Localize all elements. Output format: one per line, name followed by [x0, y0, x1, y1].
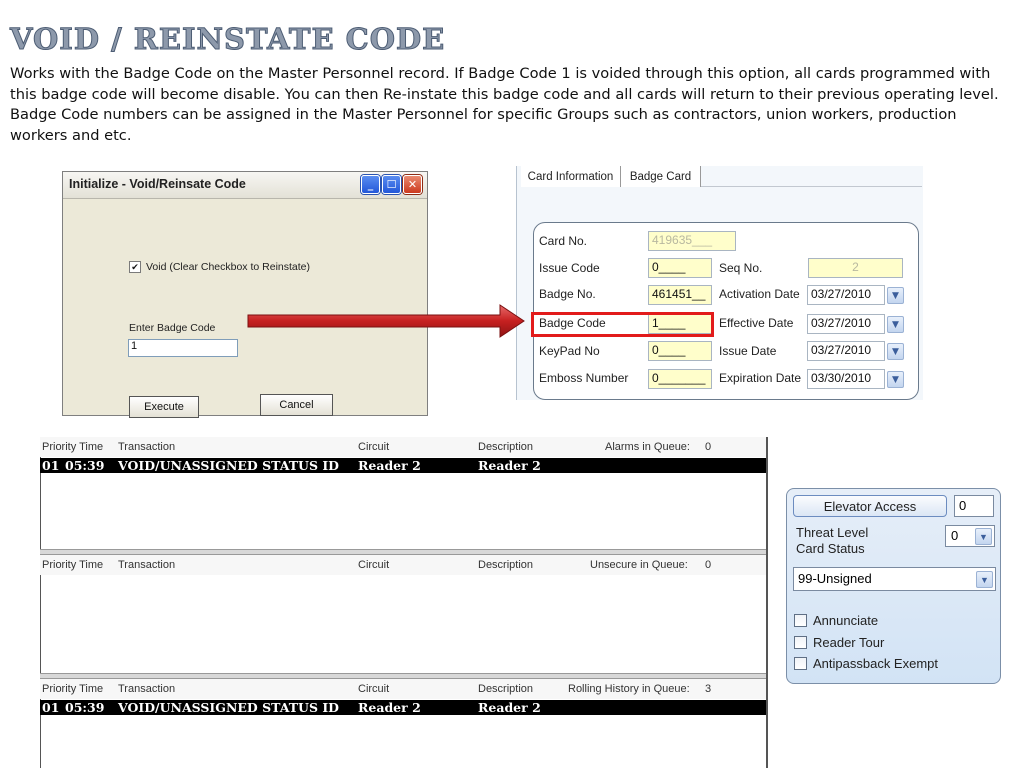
- card-no-label: Card No.: [539, 234, 588, 248]
- unsecure-queue-count: 0: [705, 559, 712, 571]
- row-time: 05:39: [65, 700, 105, 715]
- elevator-access-button[interactable]: Elevator Access: [793, 495, 947, 517]
- void-reinstate-dialog: [62, 171, 428, 416]
- slide-description: Works with the Badge Code on the Master Personnel record. If Badge Code 1 is voided through this option, all cards programmed with this badge code will become disable. You can then Re-instate this badge code and all cards will return to their previous operating level. Badge Code numbers can be assigned in the Master Personnel for specific Groups such as contractors, union workers, production workers and etc.: [10, 65, 999, 144]
- badge-no-label: Badge No.: [539, 287, 596, 301]
- row-circuit: Reader 2: [358, 458, 421, 473]
- chevron-down-icon[interactable]: ▼: [976, 571, 993, 588]
- expiration-date-field[interactable]: 03/30/2010: [807, 369, 885, 389]
- card-status-label: Card Status: [796, 541, 865, 556]
- issue-date-field[interactable]: 03/27/2010: [807, 341, 885, 361]
- annunciate-label: Annunciate: [813, 613, 879, 628]
- expiration-date-label: Expiration Date: [719, 371, 802, 385]
- chevron-down-icon[interactable]: ▼: [887, 316, 904, 333]
- badge-no-field[interactable]: 461451__: [648, 285, 712, 305]
- col-description: Description: [478, 683, 534, 695]
- col-priority-time: Priority Time: [42, 683, 104, 695]
- row-transaction: VOID/UNASSIGNED STATUS ID: [118, 458, 340, 473]
- tab-divider: [701, 186, 922, 187]
- col-circuit: Circuit: [358, 441, 390, 453]
- col-description: Description: [478, 441, 534, 453]
- queue-panels: [40, 437, 768, 768]
- close-icon[interactable]: ✕: [403, 175, 422, 194]
- badge-code-input[interactable]: 1: [128, 339, 238, 357]
- history-queue-label: Rolling History in Queue:: [568, 683, 690, 695]
- table-row[interactable]: [40, 458, 766, 473]
- row-description: Reader 2: [478, 700, 541, 715]
- emboss-number-field[interactable]: 0_______: [648, 369, 712, 389]
- emboss-number-label: Emboss Number: [539, 371, 629, 385]
- badge-code-field[interactable]: 1____: [648, 314, 712, 334]
- effective-date-label: Effective Date: [719, 316, 794, 330]
- col-circuit: Circuit: [358, 559, 390, 571]
- chevron-down-icon[interactable]: ▼: [887, 287, 904, 304]
- alarms-queue-count: 0: [705, 441, 712, 453]
- cancel-button[interactable]: Cancel: [260, 394, 333, 416]
- chevron-down-icon[interactable]: ▼: [887, 371, 904, 388]
- threat-level-select[interactable]: [945, 525, 995, 547]
- execute-button[interactable]: Execute: [129, 396, 199, 418]
- col-priority-time: Priority Time: [42, 441, 104, 453]
- table-row[interactable]: [40, 700, 766, 715]
- threat-level-label: [796, 525, 868, 557]
- badge-code-field-label: Badge Code: [539, 316, 606, 330]
- minimize-icon[interactable]: _: [361, 175, 380, 194]
- reader-tour-label: Reader Tour: [813, 635, 885, 650]
- tab-badge-card[interactable]: Badge Card: [621, 166, 701, 187]
- keypad-no-field[interactable]: 0____: [648, 341, 712, 361]
- effective-date-field[interactable]: 03/27/2010: [807, 314, 885, 334]
- col-transaction: Transaction: [118, 559, 176, 571]
- badge-code-label: Enter Badge Code: [129, 322, 216, 334]
- activation-date-label: Activation Date: [719, 287, 800, 301]
- threat-level-text: Threat Level: [796, 525, 869, 540]
- maximize-icon[interactable]: ☐: [382, 175, 401, 194]
- unsecure-queue-label: Unsecure in Queue:: [590, 559, 688, 571]
- chevron-down-icon[interactable]: ▼: [975, 528, 992, 545]
- col-priority-time: Priority Time: [42, 559, 104, 571]
- void-checkbox-label: Void (Clear Checkbox to Reinstate): [146, 261, 310, 273]
- dialog-body: [63, 199, 427, 415]
- chevron-down-icon[interactable]: ▼: [887, 343, 904, 360]
- elevator-access-value[interactable]: 0: [954, 495, 994, 517]
- annunciate-checkbox[interactable]: [794, 613, 878, 628]
- alarms-queue-header: [40, 437, 766, 457]
- history-queue-count: 3: [705, 683, 712, 695]
- checkbox-icon[interactable]: [794, 636, 807, 649]
- row-time: 05:39: [65, 458, 105, 473]
- access-options-panel: [786, 488, 1001, 684]
- reader-tour-checkbox[interactable]: [794, 635, 884, 650]
- col-description: Description: [478, 559, 534, 571]
- row-description: Reader 2: [478, 458, 541, 473]
- card-status-value: 99-Unsigned: [798, 571, 872, 586]
- card-information-panel: [516, 166, 923, 400]
- antipassback-exempt-label: Antipassback Exempt: [813, 656, 939, 671]
- seq-no-field: 2: [808, 258, 903, 278]
- checkbox-icon[interactable]: [794, 657, 807, 670]
- badge-code-highlight-box: [531, 312, 714, 337]
- issue-date-label: Issue Date: [719, 344, 777, 358]
- keypad-no-label: KeyPad No: [539, 344, 600, 358]
- col-circuit: Circuit: [358, 683, 390, 695]
- row-circuit: Reader 2: [358, 700, 421, 715]
- threat-level-value: 0: [951, 528, 959, 543]
- col-transaction: Transaction: [118, 441, 176, 453]
- alarms-queue-label: Alarms in Queue:: [605, 441, 690, 453]
- dialog-title: Initialize - Void/Reinsate Code: [69, 177, 246, 191]
- void-checkbox[interactable]: [129, 261, 310, 273]
- unsecure-queue-header: [40, 555, 766, 575]
- card-no-field[interactable]: 419635___: [648, 231, 736, 251]
- row-transaction: VOID/UNASSIGNED STATUS ID: [118, 700, 340, 715]
- slide-title: VOID / REINSTATE CODE: [10, 22, 446, 56]
- seq-no-label: Seq No.: [719, 261, 763, 275]
- issue-code-label: Issue Code: [539, 261, 600, 275]
- checkmark-icon[interactable]: ✔: [129, 261, 141, 273]
- unsecure-queue-list[interactable]: [40, 575, 765, 673]
- tab-card-information[interactable]: Card Information: [521, 166, 621, 187]
- checkbox-icon[interactable]: [794, 614, 807, 627]
- history-queue-header: [40, 679, 766, 699]
- row-priority: 01: [42, 458, 60, 473]
- col-transaction: Transaction: [118, 683, 176, 695]
- issue-code-field[interactable]: 0____: [648, 258, 712, 278]
- card-status-select[interactable]: [793, 567, 996, 591]
- antipassback-exempt-checkbox[interactable]: [794, 656, 938, 671]
- activation-date-field[interactable]: 03/27/2010: [807, 285, 885, 305]
- row-priority: 01: [42, 700, 60, 715]
- dialog-titlebar[interactable]: [63, 172, 427, 199]
